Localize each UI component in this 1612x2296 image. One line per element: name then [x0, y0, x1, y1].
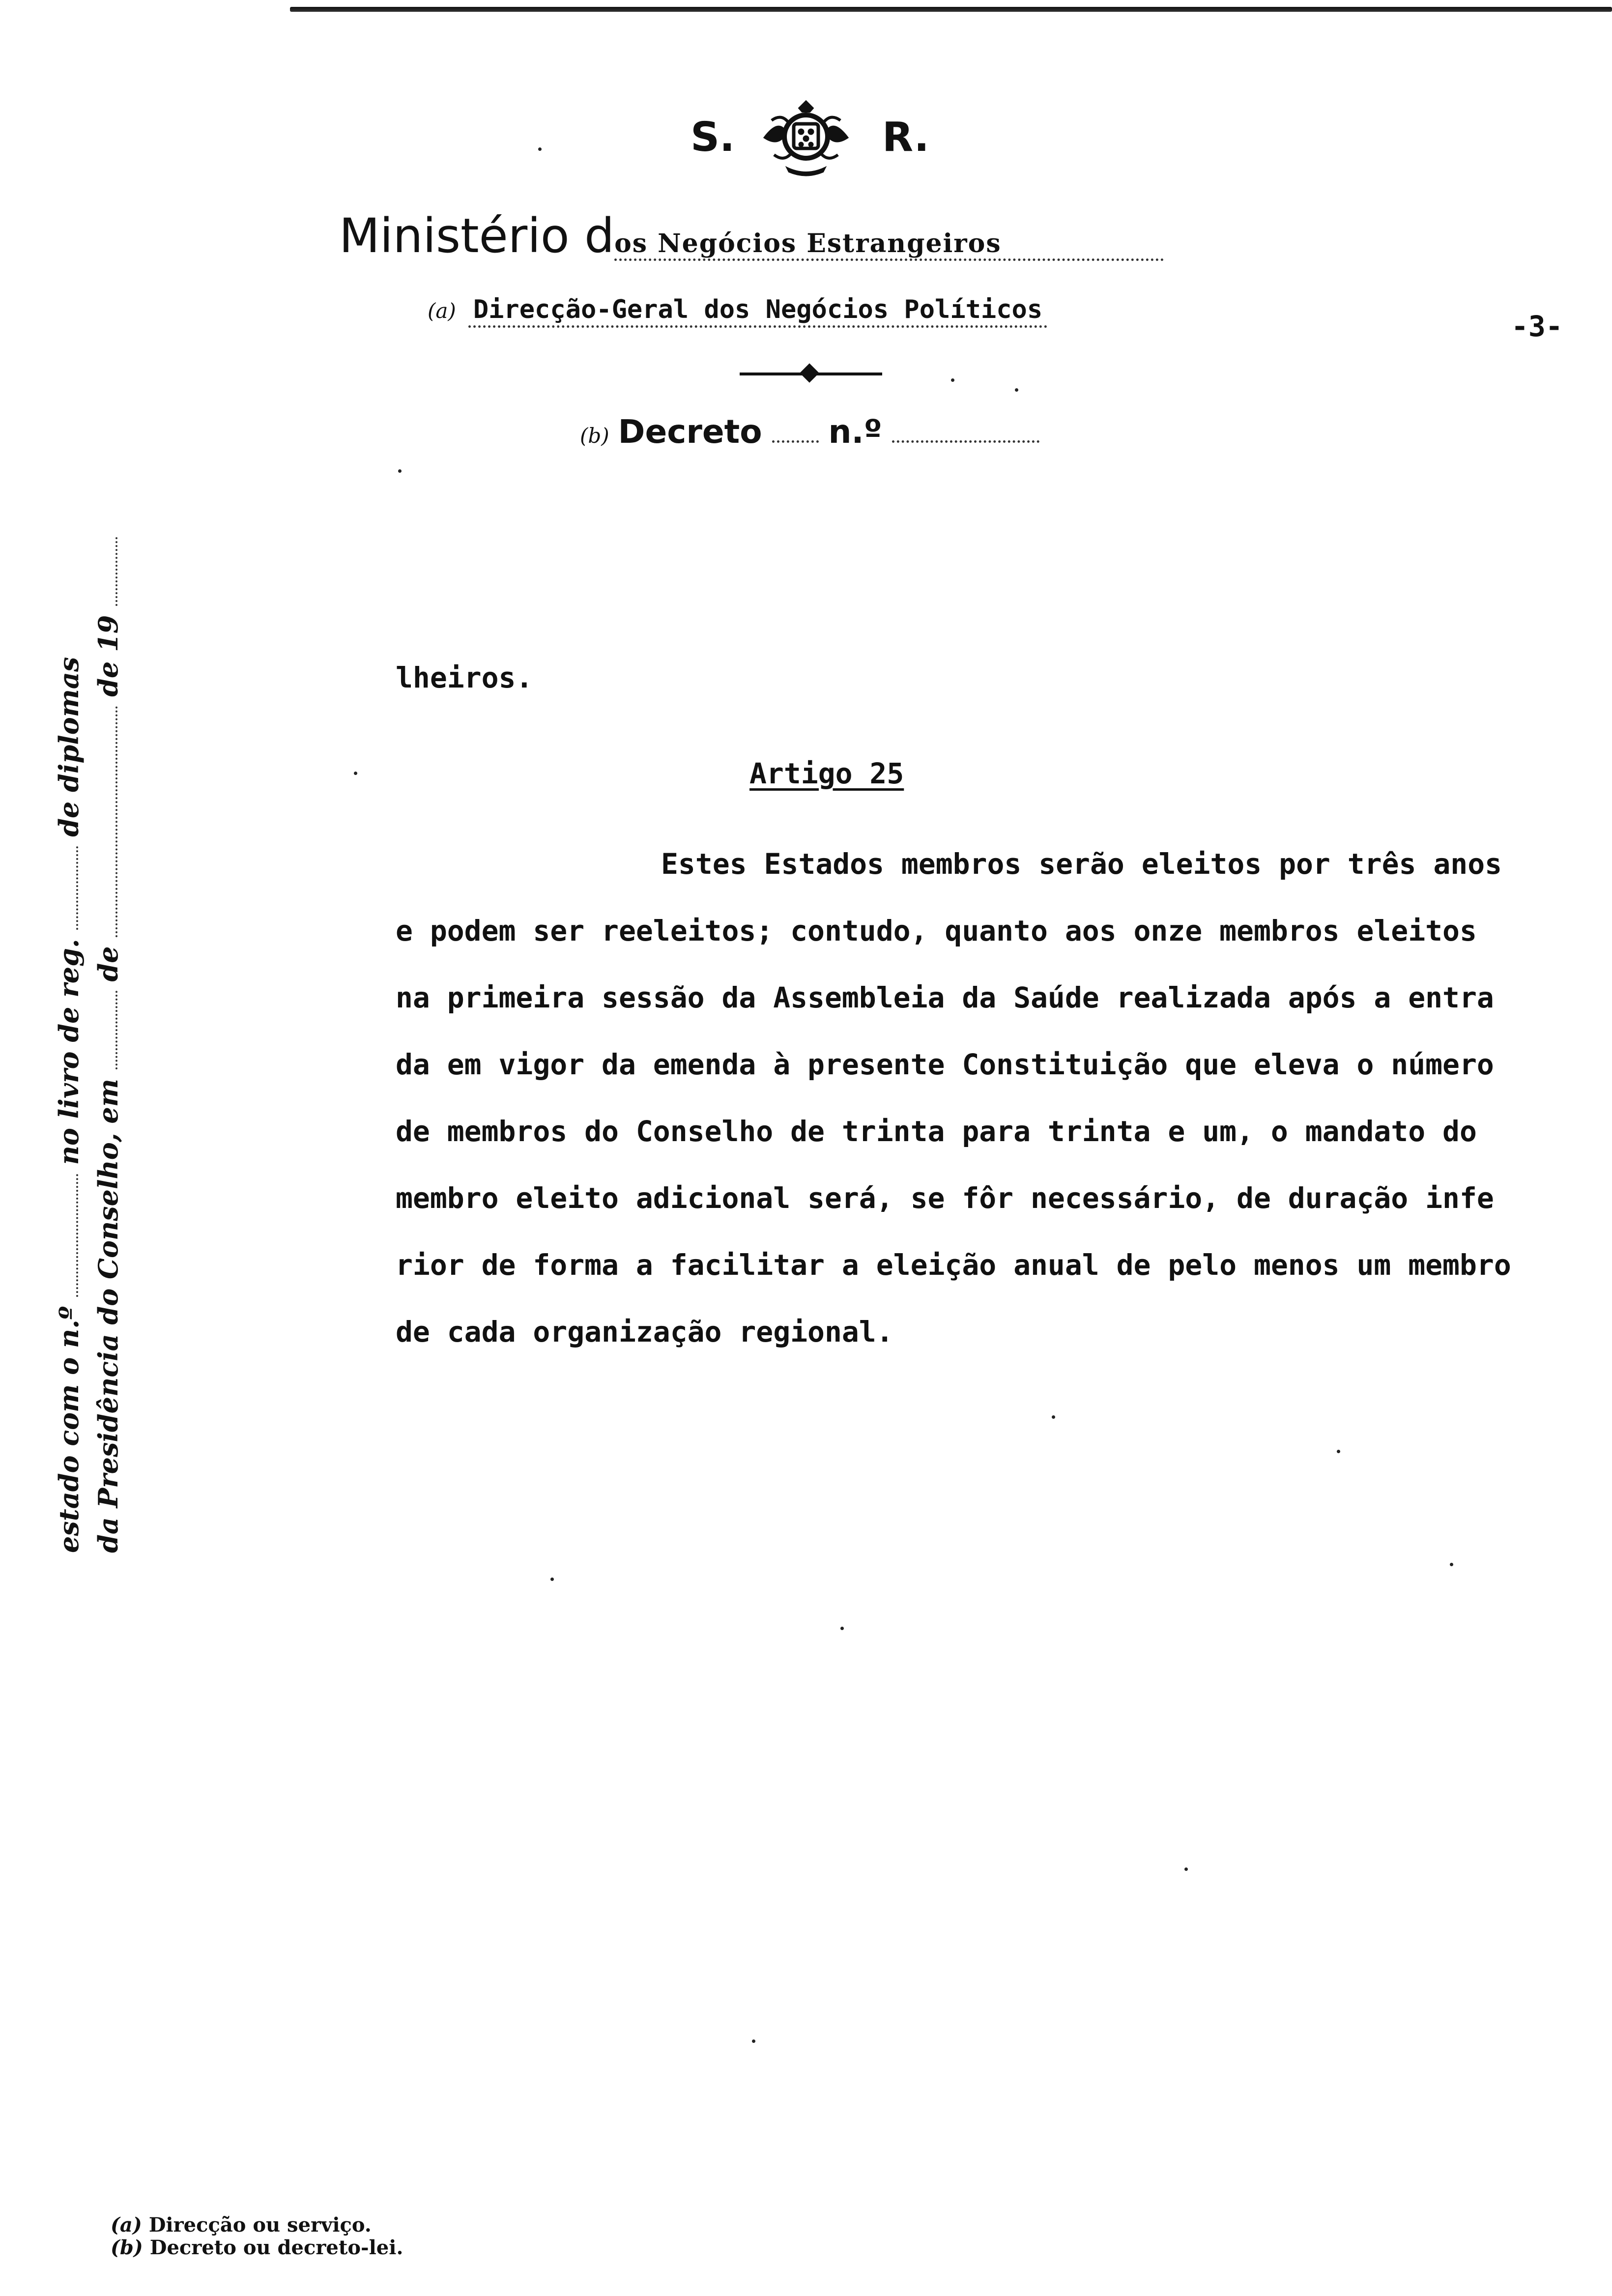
paragraph-line: rior de forma a facilitar a eleição anual de pelo menos um membro [396, 1248, 1511, 1282]
scan-speck [951, 378, 954, 382]
coat-of-arms-seal-icon [759, 98, 853, 177]
ministry-prefix: Ministério d [339, 208, 615, 263]
continuation-text: lheiros. [396, 661, 533, 694]
margin-diplomas: de diplomas [53, 657, 85, 837]
scan-speck [550, 1578, 554, 1581]
scan-speck [752, 2039, 755, 2043]
paragraph-line: de cada organização regional. [396, 1315, 893, 1349]
decreto-mark: (b) [580, 424, 609, 448]
top-border-rule [290, 7, 1612, 12]
article-paragraph [396, 831, 1590, 1365]
margin-year: de 19 [92, 615, 124, 697]
footnote-b-text: Decreto ou decreto-lei. [149, 2236, 403, 2259]
letterhead-s: S. [691, 114, 735, 161]
paragraph-line: Estes Estados membros serão eleitos por três anos [661, 847, 1502, 881]
margin-line-2 [88, 537, 128, 1553]
paragraph-line: na primeira sessão da Assembleia da Saúde realizada após a entra [396, 981, 1494, 1014]
paragraph-line: da em vigor da emenda à presente Constituição que eleva o número [396, 1048, 1494, 1081]
scan-speck [1337, 1450, 1340, 1453]
paragraph-line: e podem ser reeleitos; contudo, quanto aos onze membros eleitos [396, 914, 1477, 947]
footnote-b-mark: (b) [111, 2236, 143, 2259]
letterhead-r: R. [882, 114, 929, 161]
scan-speck [354, 772, 357, 775]
footnote-a-text: Direcção ou serviço. [148, 2213, 372, 2237]
ministry-heading [339, 206, 1164, 273]
scan-speck [840, 1627, 844, 1630]
margin-line-1 [49, 537, 88, 1553]
margin-blank-year [115, 537, 117, 606]
scan-speck [1052, 1415, 1055, 1419]
article-heading: Artigo 25 [749, 757, 904, 790]
scan-speck [1184, 1867, 1188, 1871]
footnote-b [111, 2237, 403, 2259]
scan-speck [1450, 1563, 1453, 1566]
margin-blank-number [76, 1174, 78, 1297]
footnote-a-mark: (a) [111, 2213, 142, 2237]
paragraph-line: de membros do Conselho de trinta para trinta e um, o mandato do [396, 1115, 1477, 1148]
margin-blank-day [115, 991, 117, 1069]
decreto-blank [772, 440, 819, 443]
footnotes [111, 2214, 403, 2259]
registration-margin-note [49, 537, 128, 1553]
page-number: -3- [1511, 310, 1563, 343]
margin-presidency: da Presidência do Conselho, em [92, 1079, 124, 1553]
margin-book: no livro de reg. [53, 939, 85, 1165]
scan-speck [398, 469, 402, 473]
margin-de: de [92, 946, 124, 982]
footnote-a [111, 2214, 403, 2237]
margin-registered: estado com o n.º [53, 1306, 85, 1553]
divider-diamond-icon [800, 363, 819, 383]
scan-speck [538, 147, 542, 151]
margin-blank-month [115, 706, 117, 937]
direccao-mark: (a) [428, 299, 456, 323]
direccao-line [428, 295, 1047, 324]
paragraph-line: membro eleito adicional será, se fôr necessário, de duração infe [396, 1181, 1494, 1215]
decreto-line [580, 413, 1039, 451]
decreto-number-blank [892, 440, 1039, 443]
direccao-fill: Direcção-Geral dos Negócios Políticos [468, 295, 1047, 328]
decreto-number-label: n.º [828, 413, 882, 451]
ministry-name-fill: os Negócios Estrangeiros [614, 229, 1164, 261]
scan-speck [1015, 388, 1018, 392]
decreto-label: Decreto [618, 413, 762, 451]
margin-blank-book [76, 846, 78, 930]
